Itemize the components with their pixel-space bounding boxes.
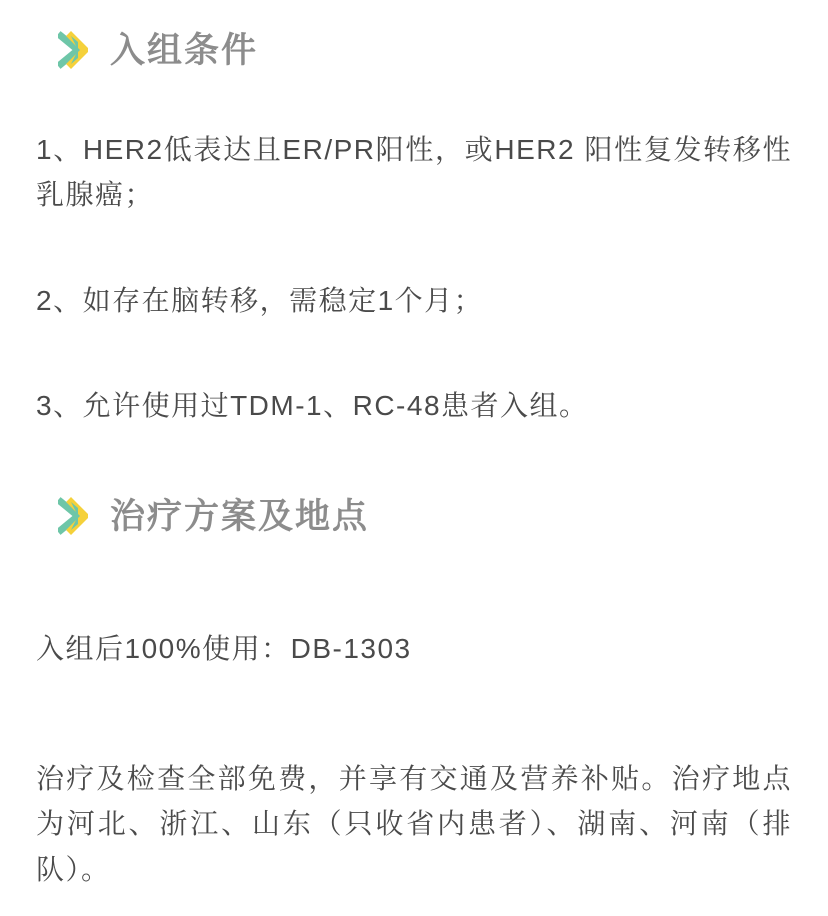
section-heading-enrollment	[36, 30, 792, 72]
spacer	[36, 0, 792, 30]
chevron-right-icon	[58, 31, 88, 71]
list-item: 1、HER2低表达且ER/PR阳性，或HER2 阳性复发转移性乳腺癌；	[36, 134, 792, 211]
spacer	[36, 428, 792, 496]
list-item: 2、如存在脑转移，需稳定1个月；	[36, 284, 484, 316]
chevron-right-icon	[58, 497, 88, 537]
spacer	[36, 700, 792, 756]
section-heading-treatment	[36, 496, 792, 538]
section-title: 入组条件	[110, 31, 259, 70]
enrollment-criteria-list	[36, 127, 792, 428]
spacer	[36, 323, 792, 383]
treatment-location-line: 治疗及检查全部免费，并享有交通及营养补贴。治疗地点为河北、浙江、山东（只收省内患者）、湖南、河南（排队）。	[36, 762, 792, 885]
treatment-drug-line: 入组后100%使用：DB-1303	[36, 633, 412, 665]
spacer	[36, 218, 792, 278]
treatment-plan-list	[36, 626, 792, 891]
spacer	[36, 72, 792, 127]
spacer	[36, 538, 792, 598]
list-item: 3、允许使用过TDM-1、RC-48患者入组。	[36, 390, 589, 422]
section-title: 治疗方案及地点	[110, 497, 370, 537]
